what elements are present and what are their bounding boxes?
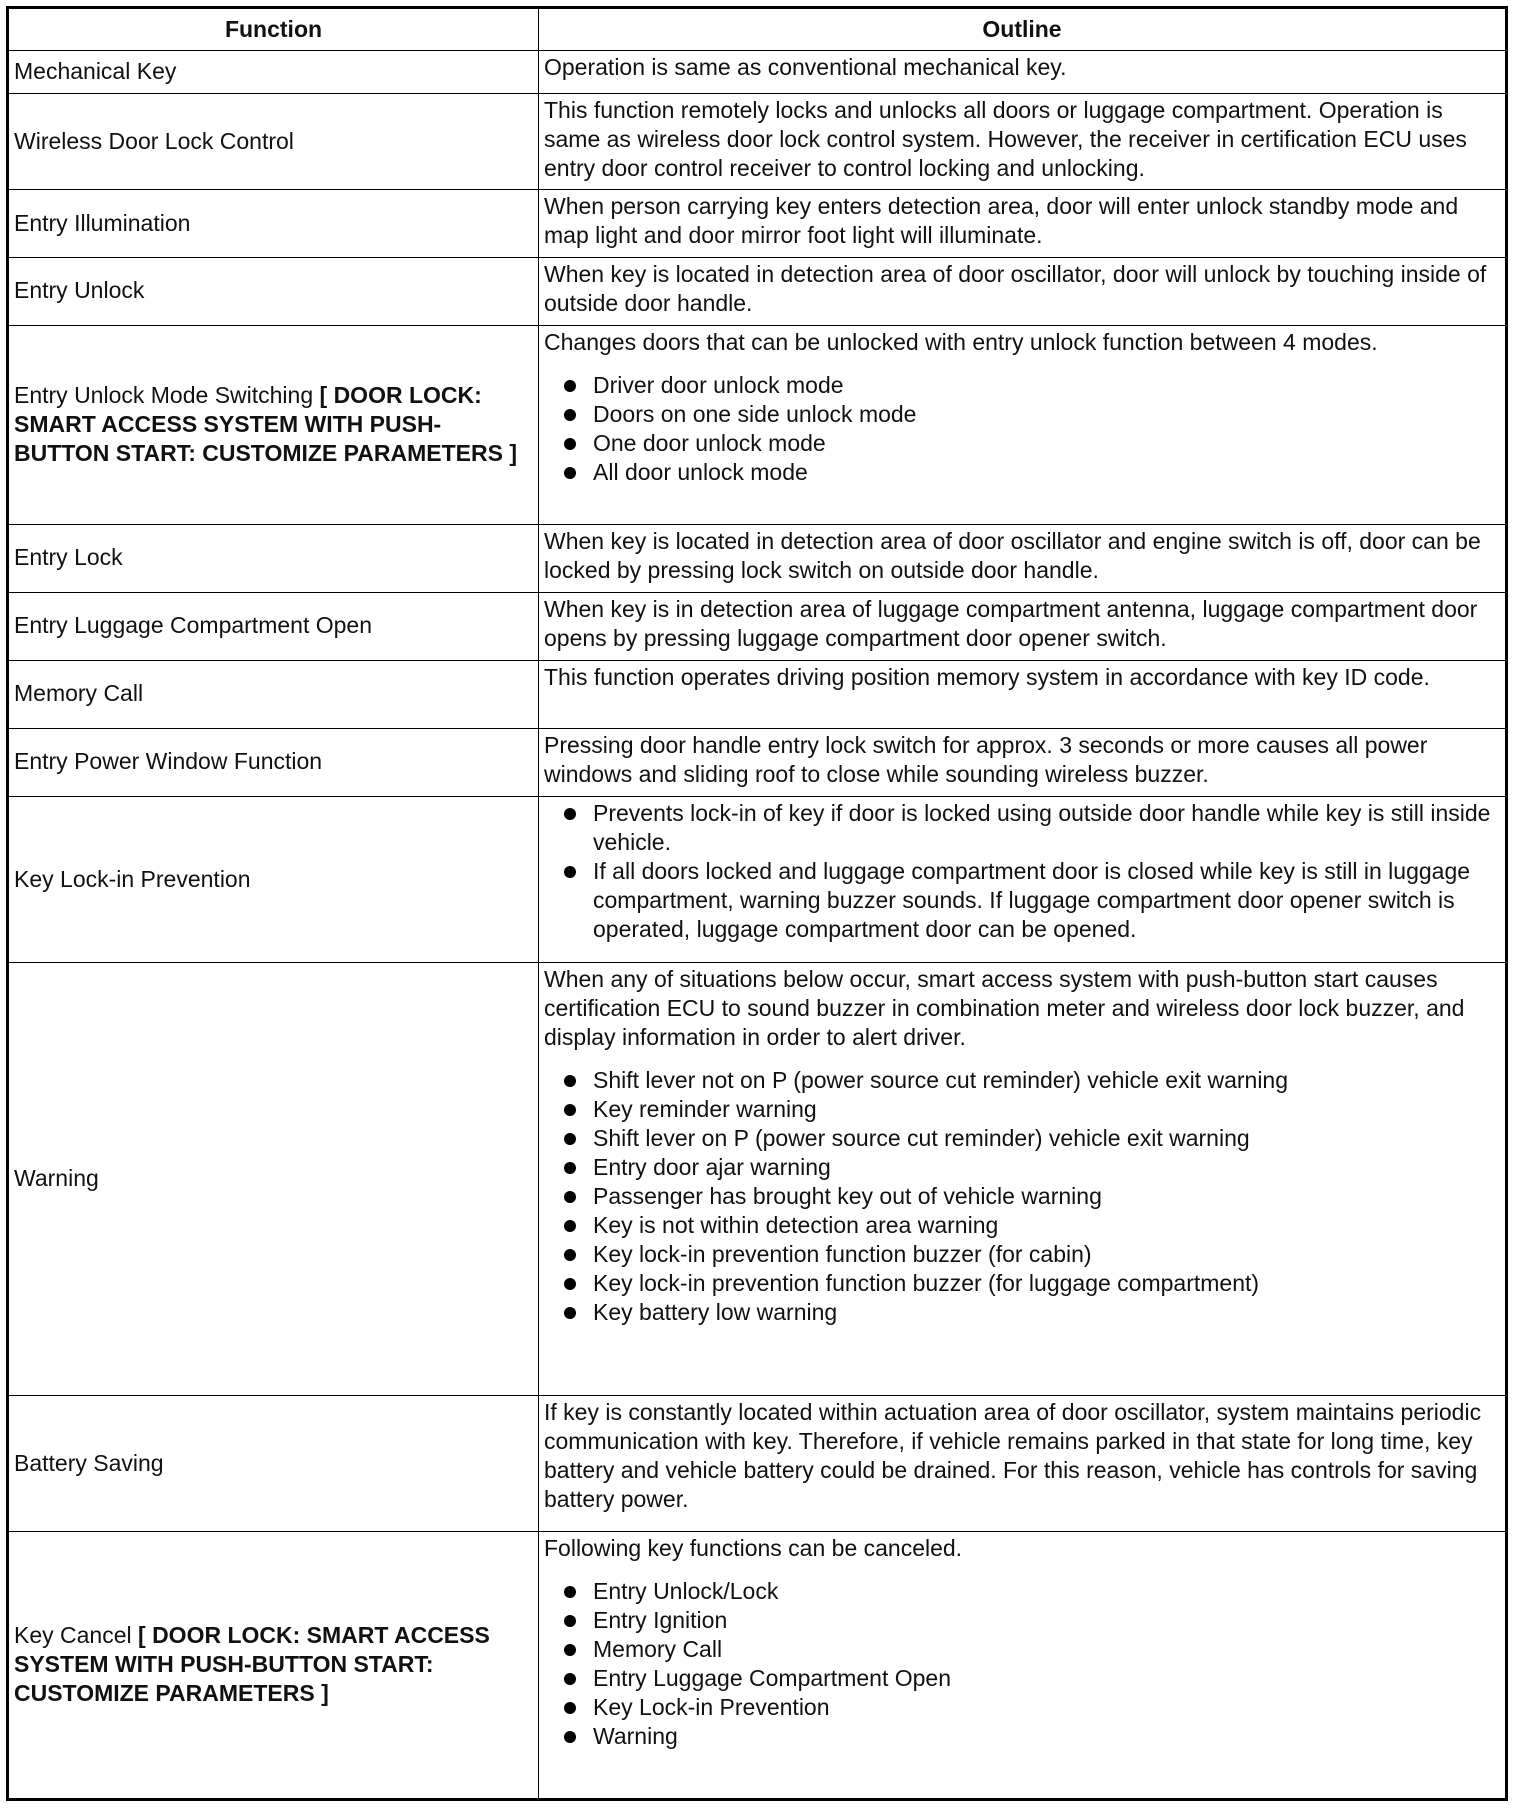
list-item: Passenger has brought key out of vehicle warning (544, 1182, 1500, 1211)
list-item: Entry door ajar warning (544, 1153, 1500, 1182)
outline-cell (539, 1532, 1507, 1800)
outline-cell (539, 796, 1507, 963)
function-cell: Entry Lock (8, 524, 539, 592)
table-row (8, 258, 1507, 326)
function-cell (8, 325, 539, 524)
list-item: Doors on one side unlock mode (544, 400, 1500, 429)
function-cell: Memory Call (8, 660, 539, 728)
outline-cell: This function operates driving position memory system in accordance with key ID code. (539, 660, 1507, 728)
outline-cell: If key is constantly located within actuation area of door oscillator, system maintains periodic communication with key. Therefore, if vehicle remains parked in that state for long time, key battery and vehicle battery could be drained. For this reason, vehicle has controls for saving battery power. (539, 1396, 1507, 1532)
function-reference: [ DOOR LOCK: SMART ACCESS SYSTEM WITH PUSH-BUTTON START: CUSTOMIZE PARAMETERS ] (14, 381, 518, 466)
outline-text: When any of situations below occur, smart access system with push-button start causes certification ECU to sound buzzer in combination meter and wireless door lock buzzer, and display information in order to alert driver. (544, 966, 1465, 1051)
table-row (8, 524, 1507, 592)
list-item: Key is not within detection area warning (544, 1211, 1500, 1240)
outline-cell: Pressing door handle entry lock switch for approx. 3 seconds or more causes all power windows and sliding roof to close while sounding wireless buzzer. (539, 728, 1507, 796)
list-item: Shift lever on P (power source cut reminder) vehicle exit warning (544, 1124, 1500, 1153)
function-cell: Entry Power Window Function (8, 728, 539, 796)
table-row (8, 325, 1507, 524)
table-row (8, 963, 1507, 1396)
function-column-header: Function (8, 8, 539, 51)
function-cell: Entry Illumination (8, 190, 539, 258)
function-reference: [ DOOR LOCK: SMART ACCESS SYSTEM WITH PUSH-BUTTON START: CUSTOMIZE PARAMETERS ] (14, 1622, 490, 1707)
list-item: Key battery low warning (544, 1298, 1500, 1327)
function-cell (8, 1532, 539, 1800)
table-row (8, 190, 1507, 258)
table-row (8, 94, 1507, 190)
list-item: Driver door unlock mode (544, 371, 1500, 400)
list-item: Key reminder warning (544, 1095, 1500, 1124)
table-row (8, 660, 1507, 728)
bullet-list (544, 371, 1500, 487)
outline-cell: This function remotely locks and unlocks all doors or luggage compartment. Operation is same as wireless door lock control system. However, the receiver in certification ECU uses entry door control receiver to control locking and unlocking. (539, 94, 1507, 190)
list-item: Memory Call (544, 1635, 1500, 1664)
table-row (8, 728, 1507, 796)
function-cell: Wireless Door Lock Control (8, 94, 539, 190)
list-item: Key Lock-in Prevention (544, 1693, 1500, 1722)
function-cell: Entry Luggage Compartment Open (8, 592, 539, 660)
outline-cell: Operation is same as conventional mechanical key. (539, 51, 1507, 94)
table-header-row (8, 8, 1507, 51)
list-item: Prevents lock-in of key if door is locked using outside door handle while key is still inside vehicle. (544, 799, 1500, 857)
outline-column-header: Outline (539, 8, 1507, 51)
list-item: One door unlock mode (544, 429, 1500, 458)
outline-cell: When key is located in detection area of door oscillator, door will unlock by touching inside of outside door handle. (539, 258, 1507, 326)
bullet-list (544, 799, 1500, 944)
table-row (8, 1532, 1507, 1800)
function-outline-table (6, 6, 1508, 1801)
function-cell: Key Lock-in Prevention (8, 796, 539, 963)
outline-cell (539, 325, 1507, 524)
function-name: Entry Unlock Mode Switching (14, 381, 314, 408)
bullet-list (544, 1577, 1500, 1751)
function-name: Key Cancel (14, 1622, 132, 1649)
bullet-list (544, 1066, 1500, 1327)
outline-cell (539, 963, 1507, 1396)
function-cell: Mechanical Key (8, 51, 539, 94)
table-row (8, 796, 1507, 963)
outline-cell: When person carrying key enters detection area, door will enter unlock standby mode and map light and door mirror foot light will illuminate. (539, 190, 1507, 258)
table-row (8, 51, 1507, 94)
function-cell: Battery Saving (8, 1396, 539, 1532)
list-item: Entry Ignition (544, 1606, 1500, 1635)
list-item: Shift lever not on P (power source cut reminder) vehicle exit warning (544, 1066, 1500, 1095)
outline-cell: When key is in detection area of luggage compartment antenna, luggage compartment door opens by pressing luggage compartment door opener switch. (539, 592, 1507, 660)
list-item: All door unlock mode (544, 458, 1500, 487)
table-row (8, 1396, 1507, 1532)
outline-text: Changes doors that can be unlocked with entry unlock function between 4 modes. (544, 328, 1378, 355)
list-item: Key lock-in prevention function buzzer (for luggage compartment) (544, 1269, 1500, 1298)
list-item: Key lock-in prevention function buzzer (for cabin) (544, 1240, 1500, 1269)
outline-cell: When key is located in detection area of door oscillator and engine switch is off, door can be locked by pressing lock switch on outside door handle. (539, 524, 1507, 592)
function-cell: Entry Unlock (8, 258, 539, 326)
list-item: Entry Luggage Compartment Open (544, 1664, 1500, 1693)
list-item: Warning (544, 1722, 1500, 1751)
list-item: If all doors locked and luggage compartment door is closed while key is still in luggage compartment, warning buzzer sounds. If luggage compartment door opener switch is operated, luggage compartment door can be opened. (544, 857, 1500, 944)
function-cell: Warning (8, 963, 539, 1396)
list-item: Entry Unlock/Lock (544, 1577, 1500, 1606)
table-row (8, 592, 1507, 660)
outline-text: Following key functions can be canceled. (544, 1535, 963, 1562)
